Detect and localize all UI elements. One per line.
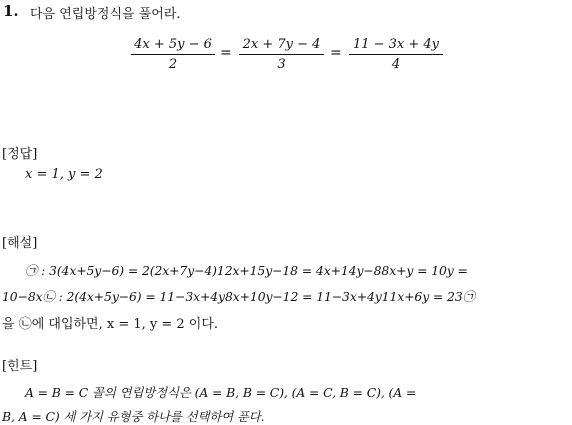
fraction-2-numerator: 2x + 7y − 4 bbox=[242, 37, 321, 52]
problem-prompt: 다음 연립방정식을 풀어라. bbox=[30, 7, 181, 22]
solution-line-3: 을 ㉡에 대입하면, x = 1, y = 2 이다. bbox=[2, 317, 219, 332]
solution-heading: [해설] bbox=[2, 236, 38, 251]
fraction-2-denominator: 3 bbox=[277, 57, 286, 72]
fraction-1-numerator: 4x + 5y − 6 bbox=[134, 37, 212, 52]
hint-line-1: A = B = C 꼴의 연립방정식은 (A = B, B = C), (A = C, B = C), (A = bbox=[25, 385, 417, 400]
answer-text: x = 1, y = 2 bbox=[25, 167, 103, 182]
solution-line-1: ㉠ : 3(4x+5y−6) = 2(2x+7y−4)12x+15y−18 = 4x+14y−88x+y = 10y = bbox=[25, 263, 468, 278]
hint-line-2: B, A = C) 세 가지 유형중 하나를 선택하여 푼다. bbox=[2, 409, 265, 424]
hint-heading: [힌트] bbox=[2, 359, 38, 374]
fraction-3-numerator: 11 − 3x + 4y bbox=[352, 37, 440, 52]
fraction-2 bbox=[239, 37, 324, 72]
fraction-3-denominator: 4 bbox=[391, 57, 401, 72]
solution-line-2: 10−8x㉡ : 2(4x+5y−6) = 11−3x+4y8x+10y−12 = 11−3x+4y11x+6y = 23㉠ bbox=[2, 289, 475, 304]
fraction-1-denominator: 2 bbox=[168, 57, 178, 72]
equals-sign: = bbox=[220, 45, 232, 61]
problem-number: 1. bbox=[3, 2, 19, 20]
equals-sign: = bbox=[330, 45, 342, 61]
answer-heading: [정답] bbox=[2, 147, 38, 162]
fraction-1 bbox=[131, 37, 215, 72]
fraction-3 bbox=[349, 37, 443, 72]
